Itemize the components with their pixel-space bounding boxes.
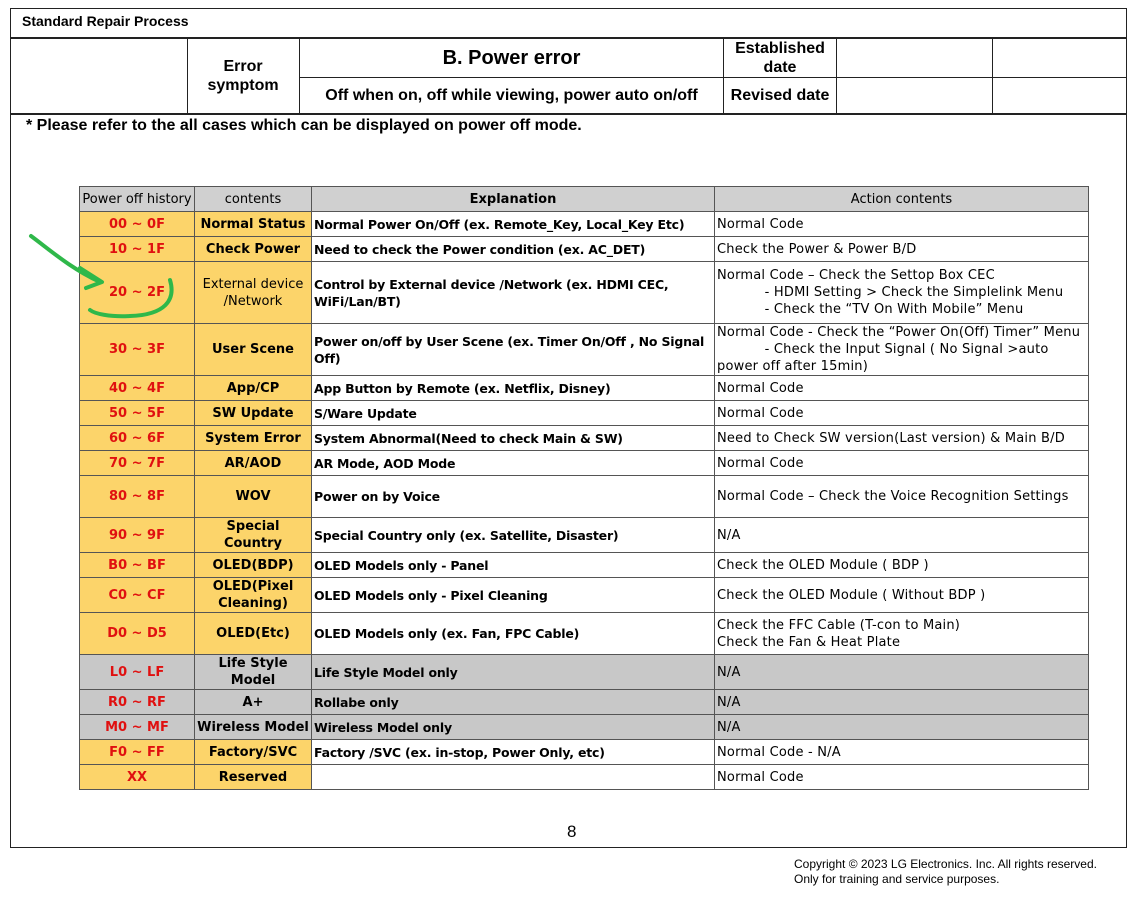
explanation-cell: OLED Models only (ex. Fan, FPC Cable) xyxy=(312,613,715,655)
content-cell: App/CP xyxy=(195,376,312,401)
column-header: Power off history xyxy=(80,187,195,212)
revised-date-value xyxy=(837,78,992,113)
action-cell: Normal Code – Check the Voice Recognition Settings xyxy=(715,476,1089,518)
revised-date-label: Revised date xyxy=(730,86,830,104)
column-header: Action contents xyxy=(715,187,1089,212)
table-row xyxy=(80,262,1089,324)
table-row xyxy=(80,578,1089,613)
section-title: B. Power error xyxy=(442,46,581,69)
table-body xyxy=(80,212,1089,790)
code-cell: 60 ~ 6F xyxy=(80,426,195,451)
table-row xyxy=(80,765,1089,790)
action-cell: N/A xyxy=(715,518,1089,553)
content-cell: Reserved xyxy=(195,765,312,790)
explanation-cell xyxy=(312,765,715,790)
code-cell: 90 ~ 9F xyxy=(80,518,195,553)
table-row xyxy=(80,655,1089,690)
copyright xyxy=(794,857,1097,887)
explanation-cell: Rollabe only xyxy=(312,690,715,715)
action-cell: N/A xyxy=(715,655,1089,690)
content-cell: System Error xyxy=(195,426,312,451)
error-symptom-label: Error symptom xyxy=(207,58,279,94)
code-cell: 50 ~ 5F xyxy=(80,401,195,426)
content-cell: User Scene xyxy=(195,324,312,376)
document-title: Standard Repair Process xyxy=(22,13,189,29)
table-row xyxy=(80,613,1089,655)
table-row xyxy=(80,740,1089,765)
action-cell: Check the OLED Module ( Without BDP ) xyxy=(715,578,1089,613)
power-off-history-table xyxy=(79,186,1089,790)
explanation-cell: AR Mode, AOD Mode xyxy=(312,451,715,476)
table-row xyxy=(80,212,1089,237)
explanation-cell: Wireless Model only xyxy=(312,715,715,740)
action-cell: Check the Power & Power B/D xyxy=(715,237,1089,262)
action-cell: Check the OLED Module ( BDP ) xyxy=(715,553,1089,578)
explanation-cell: Control by External device /Network (ex. HDMI CEC, WiFi/Lan/BT) xyxy=(312,262,715,324)
established-date-label: Established date xyxy=(735,40,825,76)
action-cell: N/A xyxy=(715,715,1089,740)
code-cell: 20 ~ 2F xyxy=(80,262,195,324)
table-row xyxy=(80,715,1089,740)
explanation-cell: System Abnormal(Need to check Main & SW) xyxy=(312,426,715,451)
header-divider xyxy=(992,37,993,115)
content-cell: Check Power xyxy=(195,237,312,262)
explanation-cell: Power on by Voice xyxy=(312,476,715,518)
header-divider xyxy=(723,37,724,115)
copyright-line: Only for training and service purposes. xyxy=(794,872,1000,886)
action-cell: Normal Code xyxy=(715,401,1089,426)
table-row xyxy=(80,476,1089,518)
code-cell: D0 ~ D5 xyxy=(80,613,195,655)
note-text: * Please refer to the all cases which can be displayed on power off mode. xyxy=(26,117,582,134)
column-header: Explanation xyxy=(312,187,715,212)
table-row xyxy=(80,553,1089,578)
code-cell: F0 ~ FF xyxy=(80,740,195,765)
content-cell: Factory/SVC xyxy=(195,740,312,765)
table-row xyxy=(80,690,1089,715)
header-bottom-border xyxy=(10,113,1127,115)
explanation-cell: S/Ware Update xyxy=(312,401,715,426)
explanation-cell: App Button by Remote (ex. Netflix, Disney) xyxy=(312,376,715,401)
explanation-cell: OLED Models only - Panel xyxy=(312,553,715,578)
code-cell: M0 ~ MF xyxy=(80,715,195,740)
content-cell: OLED(BDP) xyxy=(195,553,312,578)
code-cell: L0 ~ LF xyxy=(80,655,195,690)
explanation-cell: Need to check the Power condition (ex. AC_DET) xyxy=(312,237,715,262)
established-date-value xyxy=(837,39,992,77)
code-cell: 00 ~ 0F xyxy=(80,212,195,237)
action-cell: Normal Code xyxy=(715,765,1089,790)
code-cell: 10 ~ 1F xyxy=(80,237,195,262)
code-cell: C0 ~ CF xyxy=(80,578,195,613)
content-cell: Wireless Model xyxy=(195,715,312,740)
code-cell: 70 ~ 7F xyxy=(80,451,195,476)
action-cell: Normal Code - N/A xyxy=(715,740,1089,765)
symptom-description: Off when on, off while viewing, power auto on/off xyxy=(325,86,698,104)
content-cell: SW Update xyxy=(195,401,312,426)
header-table xyxy=(10,37,1127,115)
code-cell: 80 ~ 8F xyxy=(80,476,195,518)
action-cell: Normal Code xyxy=(715,212,1089,237)
explanation-cell: OLED Models only - Pixel Cleaning xyxy=(312,578,715,613)
code-cell: 40 ~ 4F xyxy=(80,376,195,401)
action-cell: Need to Check SW version(Last version) & Main B/D xyxy=(715,426,1089,451)
action-cell: Normal Code xyxy=(715,376,1089,401)
content-cell: Special Country xyxy=(195,518,312,553)
page-number: 8 xyxy=(567,822,577,841)
action-cell: Check the FFC Cable (T-con to Main) Check the Fan & Heat Plate xyxy=(715,613,1089,655)
code-cell: XX xyxy=(80,765,195,790)
content-cell: A+ xyxy=(195,690,312,715)
column-header: contents xyxy=(195,187,312,212)
table-row xyxy=(80,518,1089,553)
content-cell: Life Style Model xyxy=(195,655,312,690)
code-cell: 30 ~ 3F xyxy=(80,324,195,376)
explanation-cell: Special Country only (ex. Satellite, Disaster) xyxy=(312,518,715,553)
explanation-cell: Life Style Model only xyxy=(312,655,715,690)
action-cell: Normal Code - Check the “Power On(Off) Timer” Menu - Check the Input Signal ( No Signal >auto power off after 15min) xyxy=(715,324,1089,376)
action-cell: N/A xyxy=(715,690,1089,715)
content-cell: WOV xyxy=(195,476,312,518)
content-cell: OLED(Pixel Cleaning) xyxy=(195,578,312,613)
copyright-line: Copyright © 2023 LG Electronics. Inc. All rights reserved. xyxy=(794,857,1097,871)
explanation-cell: Normal Power On/Off (ex. Remote_Key, Local_Key Etc) xyxy=(312,212,715,237)
table-row xyxy=(80,426,1089,451)
table-row xyxy=(80,324,1089,376)
code-cell: B0 ~ BF xyxy=(80,553,195,578)
content-cell: AR/AOD xyxy=(195,451,312,476)
header-divider xyxy=(187,37,188,115)
action-cell: Normal Code – Check the Settop Box CEC - HDMI Setting > Check the Simplelink Menu - Check the “TV On With Mobile” Menu xyxy=(715,262,1089,324)
table-row xyxy=(80,451,1089,476)
explanation-cell: Power on/off by User Scene (ex. Timer On/Off , No Signal Off) xyxy=(312,324,715,376)
content-cell: Normal Status xyxy=(195,212,312,237)
content-cell: OLED(Etc) xyxy=(195,613,312,655)
action-cell: Normal Code xyxy=(715,451,1089,476)
table-header-row xyxy=(80,187,1089,212)
table-row xyxy=(80,401,1089,426)
content-cell: External device /Network xyxy=(195,262,312,324)
code-cell: R0 ~ RF xyxy=(80,690,195,715)
explanation-cell: Factory /SVC (ex. in-stop, Power Only, etc) xyxy=(312,740,715,765)
table-row xyxy=(80,376,1089,401)
table-row xyxy=(80,237,1089,262)
